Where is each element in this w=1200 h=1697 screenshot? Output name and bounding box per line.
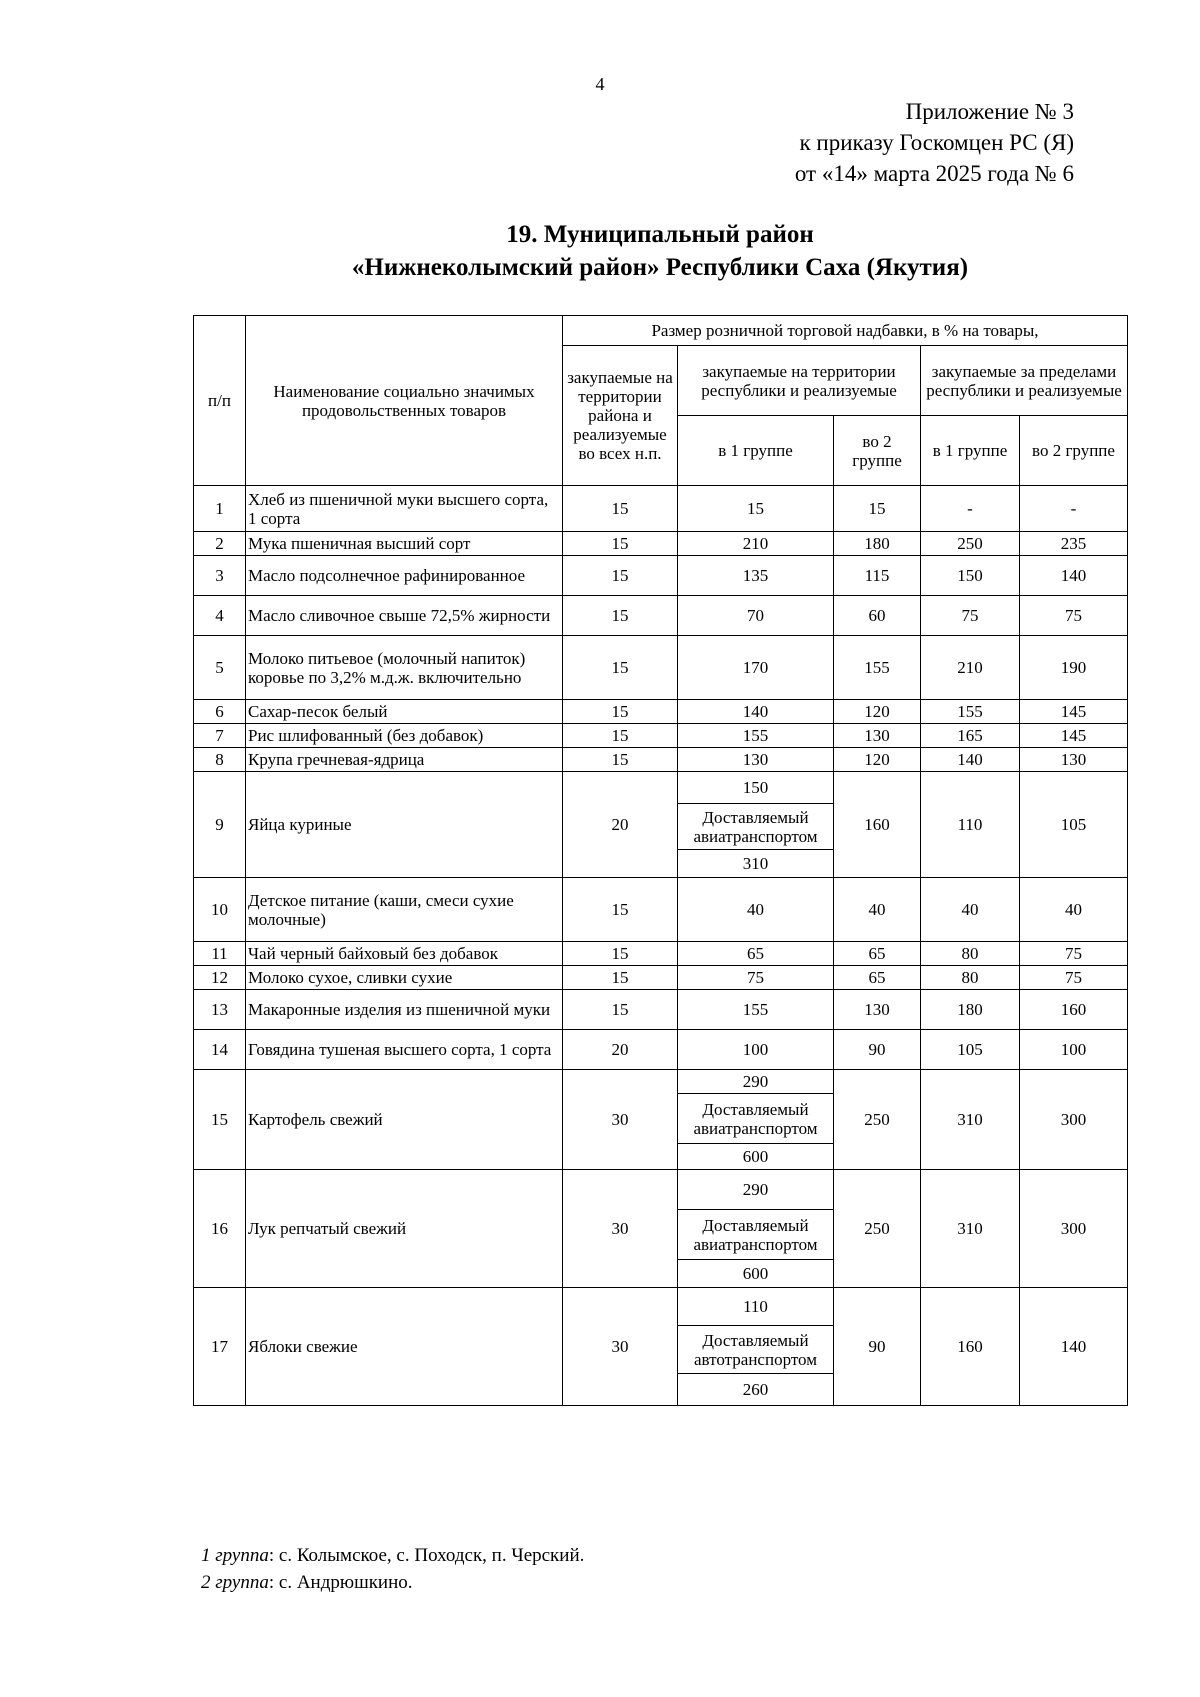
table-row <box>194 486 1128 532</box>
row-num: 2 <box>194 532 246 556</box>
approval-block <box>795 96 1074 189</box>
row-outside-g2: 145 <box>1020 724 1128 748</box>
row-name: Хлеб из пшеничной муки высшего сорта, 1 сорта <box>246 486 563 532</box>
header-republic-g2: во 2 группе <box>834 416 921 486</box>
row-outside-g2: 235 <box>1020 532 1128 556</box>
footnote-g2-text: : с. Андрюшкино. <box>268 1572 413 1593</box>
row-outside-g1: 165 <box>921 724 1020 748</box>
row-republic-g1: 100 <box>678 1030 834 1070</box>
row-name: Мука пшеничная высший сорт <box>246 532 563 556</box>
row-republic-g2: 130 <box>834 990 921 1030</box>
row-republic-g2: 130 <box>834 724 921 748</box>
row-republic-g2: 115 <box>834 556 921 596</box>
row-outside-g1: 140 <box>921 748 1020 772</box>
row-outside-g2: - <box>1020 486 1128 532</box>
row-outside-g2: 300 <box>1020 1070 1128 1170</box>
row-num: 4 <box>194 596 246 636</box>
row-outside-g2: 190 <box>1020 636 1128 700</box>
row-outside-g1: 110 <box>921 772 1020 878</box>
row-republic-g2: 90 <box>834 1030 921 1070</box>
row-republic-g1: 150 <box>678 772 834 804</box>
row-local: 15 <box>563 878 678 942</box>
row-name: Детское питание (каши, смеси сухие молочные) <box>246 878 563 942</box>
row-republic-g1: 290 <box>678 1070 834 1094</box>
row-outside-g2: 75 <box>1020 942 1128 966</box>
row-name: Говядина тушеная высшего сорта, 1 сорта <box>246 1030 563 1070</box>
row-local: 15 <box>563 942 678 966</box>
document-title <box>120 218 1200 284</box>
row-republic-g2: 65 <box>834 942 921 966</box>
row-num: 11 <box>194 942 246 966</box>
table-row <box>194 724 1128 748</box>
row-local: 30 <box>563 1288 678 1406</box>
table-body <box>194 486 1128 1406</box>
row-republic-g2: 250 <box>834 1170 921 1288</box>
row-republic-g1: 70 <box>678 596 834 636</box>
row-republic-g1-delivery-note: Доставляемый авиатранспортом <box>678 1094 834 1144</box>
table-row <box>194 1070 1128 1094</box>
row-name: Лук репчатый свежий <box>246 1170 563 1288</box>
row-republic-g1: 170 <box>678 636 834 700</box>
table-row <box>194 942 1128 966</box>
row-name: Яблоки свежие <box>246 1288 563 1406</box>
row-outside-g1: 210 <box>921 636 1020 700</box>
row-outside-g1: 80 <box>921 942 1020 966</box>
row-republic-g2: 250 <box>834 1070 921 1170</box>
row-outside-g2: 75 <box>1020 966 1128 990</box>
row-republic-g1: 155 <box>678 724 834 748</box>
page-number: 4 <box>595 74 605 94</box>
row-num: 5 <box>194 636 246 700</box>
approval-line-1: Приложение № 3 <box>905 99 1074 124</box>
row-local: 15 <box>563 636 678 700</box>
row-outside-g2: 140 <box>1020 1288 1128 1406</box>
row-republic-g1-delivery-value: 310 <box>678 850 834 878</box>
header-outside-g1: в 1 группе <box>921 416 1020 486</box>
row-outside-g2: 40 <box>1020 878 1128 942</box>
table-row <box>194 532 1128 556</box>
header-outside: закупаемые за пределами республики и реализуемые <box>921 346 1128 416</box>
row-republic-g1: 140 <box>678 700 834 724</box>
row-num: 12 <box>194 966 246 990</box>
row-republic-g1: 210 <box>678 532 834 556</box>
row-republic-g1-delivery-note: Доставляемый авиатранспортом <box>678 1210 834 1260</box>
row-local: 15 <box>563 700 678 724</box>
row-outside-g2: 75 <box>1020 596 1128 636</box>
row-republic-g1-delivery-value: 600 <box>678 1144 834 1170</box>
row-outside-g2: 160 <box>1020 990 1128 1030</box>
row-republic-g1-delivery-note: Доставляемый авиатранспортом <box>678 804 834 850</box>
row-republic-g2: 155 <box>834 636 921 700</box>
row-name: Крупа гречневая-ядрица <box>246 748 563 772</box>
row-local: 15 <box>563 556 678 596</box>
table-row <box>194 1170 1128 1210</box>
row-name: Рис шлифованный (без добавок) <box>246 724 563 748</box>
row-outside-g1: 160 <box>921 1288 1020 1406</box>
footnote-g1-label: 1 группа <box>201 1545 269 1566</box>
row-num: 15 <box>194 1070 246 1170</box>
row-outside-g1: 310 <box>921 1070 1020 1170</box>
row-local: 15 <box>563 990 678 1030</box>
row-name: Молоко сухое, сливки сухие <box>246 966 563 990</box>
row-num: 3 <box>194 556 246 596</box>
row-local: 30 <box>563 1070 678 1170</box>
row-republic-g1-delivery-note: Доставляемый автотранспортом <box>678 1326 834 1374</box>
row-name: Яйца куриные <box>246 772 563 878</box>
row-republic-g1-delivery-value: 600 <box>678 1260 834 1288</box>
row-outside-g2: 100 <box>1020 1030 1128 1070</box>
row-republic-g2: 40 <box>834 878 921 942</box>
row-outside-g1: 40 <box>921 878 1020 942</box>
row-local: 15 <box>563 486 678 532</box>
row-name: Макаронные изделия из пшеничной муки <box>246 990 563 1030</box>
header-name: Наименование социально значимых продовольственных товаров <box>246 316 563 486</box>
row-republic-g1: 110 <box>678 1288 834 1326</box>
row-outside-g1: 80 <box>921 966 1020 990</box>
table-row <box>194 966 1128 990</box>
row-republic-g1: 155 <box>678 990 834 1030</box>
row-republic-g2: 160 <box>834 772 921 878</box>
row-republic-g2: 15 <box>834 486 921 532</box>
row-local: 20 <box>563 772 678 878</box>
row-republic-g2: 180 <box>834 532 921 556</box>
row-outside-g2: 140 <box>1020 556 1128 596</box>
row-outside-g1: 250 <box>921 532 1020 556</box>
footnote-g1-text: : с. Колымское, с. Походск, п. Черский. <box>268 1545 585 1566</box>
row-num: 9 <box>194 772 246 878</box>
row-num: 8 <box>194 748 246 772</box>
row-num: 16 <box>194 1170 246 1288</box>
row-outside-g1: 150 <box>921 556 1020 596</box>
row-republic-g2: 60 <box>834 596 921 636</box>
row-republic-g1: 290 <box>678 1170 834 1210</box>
title-line-2: «Нижнеколымский район» Республики Саха (Якутия) <box>351 254 969 281</box>
row-name: Чай черный байховый без добавок <box>246 942 563 966</box>
table-row <box>194 990 1128 1030</box>
table-row <box>194 596 1128 636</box>
row-outside-g1: 105 <box>921 1030 1020 1070</box>
header-republic: закупаемые на территории республики и реализуемые <box>678 346 921 416</box>
row-name: Молоко питьевое (молочный напиток) коровье по 3,2% м.д.ж. включительно <box>246 636 563 700</box>
table-row <box>194 878 1128 942</box>
row-num: 1 <box>194 486 246 532</box>
header-local: закупаемые на территории района и реализуемые во всех н.п. <box>563 346 678 486</box>
row-num: 7 <box>194 724 246 748</box>
table-row <box>194 556 1128 596</box>
row-outside-g2: 300 <box>1020 1170 1128 1288</box>
table-row <box>194 772 1128 804</box>
row-republic-g1: 40 <box>678 878 834 942</box>
row-num: 13 <box>194 990 246 1030</box>
row-outside-g2: 105 <box>1020 772 1128 878</box>
row-republic-g2: 120 <box>834 748 921 772</box>
row-name: Картофель свежий <box>246 1070 563 1170</box>
row-republic-g2: 120 <box>834 700 921 724</box>
row-outside-g1: 75 <box>921 596 1020 636</box>
footnote-g2-label: 2 группа <box>201 1572 269 1593</box>
markup-table <box>193 315 1128 1406</box>
row-republic-g1: 15 <box>678 486 834 532</box>
row-republic-g1: 65 <box>678 942 834 966</box>
row-outside-g2: 130 <box>1020 748 1128 772</box>
row-local: 15 <box>563 748 678 772</box>
approval-line-3: от «14» марта 2025 года № 6 <box>794 161 1074 186</box>
table-row <box>194 748 1128 772</box>
footnote-group-2 <box>201 1569 584 1596</box>
row-local: 15 <box>563 724 678 748</box>
title-line-1: 19. Муниципальный район <box>506 221 814 248</box>
header-size: Размер розничной торговой надбавки, в % на товары, <box>563 316 1128 346</box>
row-num: 10 <box>194 878 246 942</box>
row-republic-g1: 135 <box>678 556 834 596</box>
row-name: Сахар-песок белый <box>246 700 563 724</box>
row-outside-g1: 310 <box>921 1170 1020 1288</box>
row-republic-g1: 130 <box>678 748 834 772</box>
row-local: 15 <box>563 532 678 556</box>
row-outside-g1: 180 <box>921 990 1020 1030</box>
header-num: п/п <box>194 316 246 486</box>
table-row <box>194 1030 1128 1070</box>
approval-line-2: к приказу Госкомцен РС (Я) <box>799 130 1074 155</box>
table-row <box>194 700 1128 724</box>
header-republic-g1: в 1 группе <box>678 416 834 486</box>
row-local: 20 <box>563 1030 678 1070</box>
footnotes <box>201 1542 584 1596</box>
row-local: 30 <box>563 1170 678 1288</box>
footnote-group-1 <box>201 1542 584 1569</box>
header-outside-g2: во 2 группе <box>1020 416 1128 486</box>
row-republic-g2: 65 <box>834 966 921 990</box>
row-outside-g1: - <box>921 486 1020 532</box>
row-outside-g2: 145 <box>1020 700 1128 724</box>
row-num: 14 <box>194 1030 246 1070</box>
row-local: 15 <box>563 966 678 990</box>
row-republic-g2: 90 <box>834 1288 921 1406</box>
row-local: 15 <box>563 596 678 636</box>
table-row <box>194 636 1128 700</box>
row-num: 6 <box>194 700 246 724</box>
row-outside-g1: 155 <box>921 700 1020 724</box>
row-num: 17 <box>194 1288 246 1406</box>
table-row <box>194 1288 1128 1326</box>
row-name: Масло подсолнечное рафинированное <box>246 556 563 596</box>
row-republic-g1-delivery-value: 260 <box>678 1374 834 1406</box>
row-republic-g1: 75 <box>678 966 834 990</box>
row-name: Масло сливочное свыше 72,5% жирности <box>246 596 563 636</box>
